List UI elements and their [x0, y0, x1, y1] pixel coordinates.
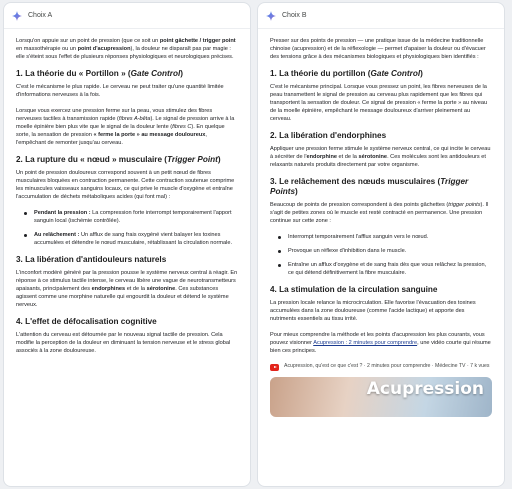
panel-a-heading-4: 4. L'effet de défocalisation cognitive	[16, 317, 157, 326]
panel-a-content	[4, 29, 250, 355]
thumbnail-title: Acupression	[366, 379, 484, 399]
panel-b-header	[258, 3, 504, 29]
panel-b-paragraph-1: C'est le mécanisme principal. Lorsque vous pressez un point, les fibres nerveuses de la peau transmettent le signal de pression au cerveau plus rapidement que les fibres qui transportent la sensation de douleur. Ce signal de pression « ferme la porte » au niveau de la moelle épinière, empêchant le message douloureux d'arriver pleinement au cerveau.	[270, 84, 488, 122]
panel-b-paragraph-5: Pour mieux comprendre la méthode et les points d'acupression les plus courants, vous pouvez visionner Acupression : 2 minutes pour comprendre, une vidéo courte qui résume bien ces principes.	[270, 332, 491, 354]
panel-b-heading-1: 1. La théorie du portillon (Gate Control)	[270, 69, 423, 78]
panel-a-intro: Lorsqu'on appuie sur un point de pression (que ce soit un point gâchette / trigger point en massothérapie ou un point d'acupression), la douleur ne disparaît pas par magie : elle s'éteint sous l'effet de plusieurs réponses physiologiques et neurologiques précises.	[16, 38, 236, 60]
list-item: Provoque un réflexe d'inhibition dans le muscle.	[270, 247, 492, 255]
panel-a-title: Choix A	[28, 12, 53, 19]
list-item: Pendant la pression : La compression forte interrompt temporairement l'apport sanguin local (ischémie contrôlée).	[16, 209, 238, 225]
response-panel-b	[257, 2, 505, 487]
panel-b-content	[258, 29, 504, 417]
panel-b-heading-3: 3. Le relâchement des nœuds musculaires (Trigger Points)	[270, 177, 469, 196]
youtube-play-icon	[270, 364, 279, 371]
panel-b-heading-4: 4. La stimulation de la circulation sanguine	[270, 285, 438, 294]
panel-a-heading-1: 1. La théorie du « Portillon » (Gate Control)	[16, 69, 183, 78]
panel-b-heading-2: 2. La libération d'endorphines	[270, 131, 387, 140]
panel-a-paragraph-1a: C'est le mécanisme le plus rapide. Le cerveau ne peut traiter qu'une quantité limitée d'informations nerveuses à la fois.	[16, 84, 224, 98]
panel-a-heading-3: 3. La libération d'antidouleurs naturels	[16, 255, 167, 264]
panel-b-title: Choix B	[282, 12, 307, 19]
panel-a-paragraph-4: L'attention du cerveau est détournée par le nouveau signal tactile de pression. Cela modifie la perception de la douleur en diminuant la tension nerveuse et le stress global associés à la zone douloureuse.	[16, 332, 231, 354]
panel-b-bullet-list	[270, 233, 492, 277]
panel-a-paragraph-2: Un point de pression douloureux correspond souvent à un petit nœud de fibres musculaires bloquées en contraction permanente. Cette contraction soutenue comprime les minuscules vaisseaux sanguins locaux, ce qui prive le muscle d'oxygène et entraîne l'accumulation de déchets métaboliques acides (qui font mal) :	[16, 170, 235, 200]
video-source-row[interactable]	[270, 363, 492, 371]
panel-b-paragraph-3: Beaucoup de points de pression correspondent à des points gâchettes (trigger points). Il s'agit de petites zones où le muscle est resté contracté en permanence. Une pression continue sur cette zone :	[270, 202, 489, 224]
list-item: Interrompt temporairement l'afflux sanguin vers le nœud.	[270, 233, 492, 241]
panel-a-paragraph-3: L'inconfort modéré généré par la pression pousse le système nerveux central à réagir. En réponse à ce stimulus tactile intense, le cerveau libère une vague de neurotransmetteurs apaisants, principalement des endorphines et de la sérotonine. Ces substances agissent comme une morphine naturelle qui engourdit la douleur et détend le système nerveux.	[16, 270, 238, 308]
gemini-sparkle-icon	[12, 11, 22, 21]
panel-a-header	[4, 3, 250, 29]
panel-a-heading-2: 2. La rupture du « nœud » musculaire (Trigger Point)	[16, 155, 221, 164]
list-item: Entraîne un afflux d'oxygène et de sang frais dès que vous relâchez la pression, ce qui détend définitivement la fibre musculaire.	[270, 261, 492, 277]
panel-b-paragraph-4: La pression locale relance la microcirculation. Elle favorise l'évacuation des toxines accumulées dans la zone douloureuse (comme l'acide lactique) et apporte des nutriments essentiels au tissu irrité.	[270, 300, 476, 322]
panel-b-paragraph-2: Appliquer une pression ferme stimule le système nerveux central, ce qui incite le cerveau à sécréter de l'endorphine et de la sérotonine. Ces molécules sont les antidouleurs et relaxants naturels produits directement par votre organisme.	[270, 146, 491, 168]
panel-b-intro: Presser sur des points de pression — une pratique issue de la médecine traditionnelle chinoise (acupression) et de la réflexologie — permet d'apaiser la douleur ou d'évacuer des tensions grâce à des mécanismes biologiques et physiologiques bien identifiés :	[270, 38, 486, 60]
video-thumbnail[interactable]	[270, 377, 492, 417]
panel-a-bullet-list	[16, 209, 238, 247]
gemini-sparkle-icon	[266, 11, 276, 21]
list-item: Au relâchement : Un afflux de sang frais oxygéné vient balayer les toxines accumulées et détendre le nœud musculaire, rétablissant la circulation normale.	[16, 231, 238, 247]
video-meta: Acupression, qu'est ce que c'est ? · 2 minutes pour comprendre · Médecine TV · 7 k vues	[284, 363, 490, 369]
panel-a-paragraph-1b: Lorsque vous exercez une pression ferme sur la peau, vous stimulez des fibres nerveuses tactiles à transmission rapide (fibres A-bêta). Le signal de pression arrive à la moelle épinière bien plus vite que le signal de la douleur lente (fibres C). En quelque sorte, la sensation de pression « ferme la porte » au message douloureux, l'empêchant de remonter jusqu'au cerveau.	[16, 108, 235, 146]
video-link[interactable]: Acupression : 2 minutes pour comprendre	[313, 340, 418, 346]
response-panel-a	[3, 2, 251, 487]
